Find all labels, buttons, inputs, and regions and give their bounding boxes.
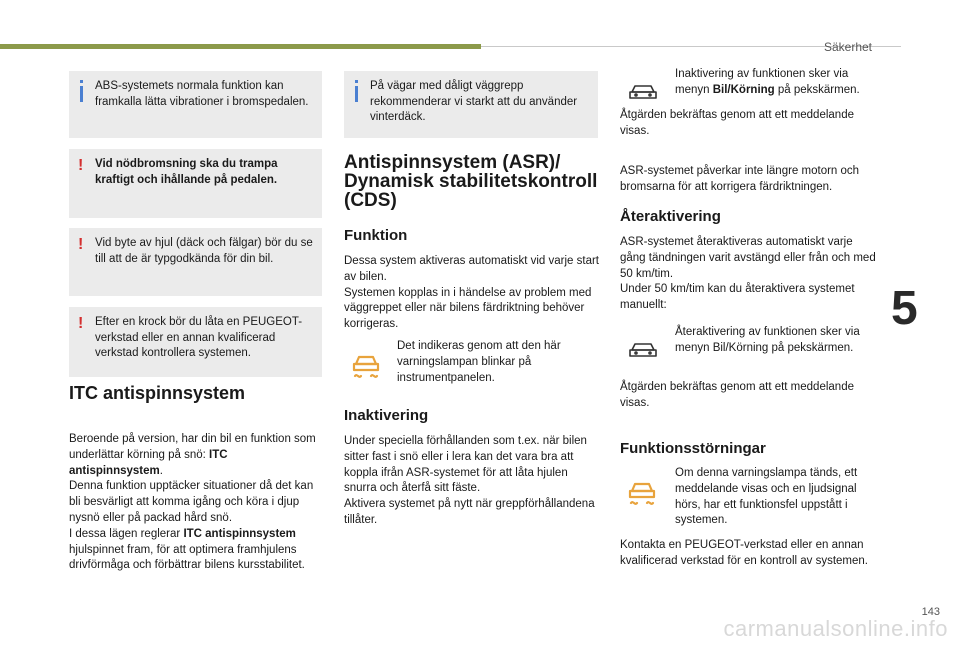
asr-off-text: ASR-systemet påverkar inte längre motorn och bromsarna för att korrigera färdriktningen. (620, 165, 860, 193)
warning-text: Vid nödbromsning ska du trampa kraftigt och ihållande på pedalen. (95, 158, 278, 186)
itc-paragraph-1: Beroende på version, har din bil en funktion som underlättar körning på snö: ITC antispinnsystem. (69, 433, 316, 477)
header-accent-bar (0, 44, 481, 49)
itc-paragraph-3: I dessa lägen reglerar ITC antispinnsystem hjulspinnet fram, för att optimera framhjulens drivförmåga och förbättrar bilens kursstabilitet. (69, 527, 305, 572)
info-box-winter-tyres (344, 71, 598, 138)
car-menu-icon (628, 82, 658, 102)
contact-text: Kontakta en PEUGEOT-verkstad eller en annan kvalificerad verkstad för en kontroll av systemen. (620, 539, 868, 567)
info-box-abs (69, 71, 322, 138)
funktion-paragraph-2: Systemen kopplas in i händelse av problem med väggreppet eller när bilens färdriktning behöver korrigeras. (344, 286, 592, 331)
warning-icon: ! (78, 236, 84, 253)
itc-body (69, 432, 322, 574)
indicator-text: Det indikeras genom att den här varningslampan blinkar på instrumentpanelen. (397, 340, 561, 384)
car-menu-icon (628, 340, 658, 360)
chapter-number: 5 (891, 282, 918, 335)
inaktivering-body (344, 434, 599, 529)
info-icon (355, 80, 358, 102)
inaktivering-paragraph-2: Aktivera systemet på nytt när greppförhållandena tillåter. (344, 498, 595, 526)
stability-warning-lamp-icon (349, 350, 383, 382)
warning-icon: ! (78, 315, 84, 332)
ateraktivering-heading: Återaktivering (620, 208, 721, 225)
asr-cds-heading: Antispinnsystem (ASR)/ Dynamisk stabilitetskontroll (CDS) (344, 152, 598, 211)
confirmation-text-1: Åtgärden bekräftas genom att ett meddelande visas. (620, 109, 854, 137)
funktion-body (344, 254, 599, 333)
reactivation-body (620, 235, 880, 314)
funktion-paragraph-1: Dessa system aktiveras automatiskt vid varje start av bilen. (344, 255, 599, 283)
deactivation-menu-text: Inaktivering av funktionen sker via menyn Bil/Körning på pekskärmen. (675, 68, 860, 96)
fault-heading: Funktionsstörningar (620, 440, 766, 457)
confirmation-text-2: Åtgärden bekräftas genom att ett meddelande visas. (620, 381, 854, 409)
watermark: carmanualsonline.info (723, 616, 948, 641)
warning-text: Efter en krock bör du låta en PEUGEOT-verkstad eller en annan kvalificerad verkstad kontrollera systemen. (95, 316, 303, 359)
warning-icon: ! (78, 157, 84, 174)
fault-text: Om denna varningslampa tänds, ett meddelande visas och en ljudsignal hörs, har ett funktionsfel uppstått i systemen. (675, 467, 858, 527)
page-number: 143 (921, 606, 940, 618)
warning-box-emergency-braking (69, 149, 322, 218)
itc-heading: ITC antispinnsystem (69, 383, 246, 403)
info-icon (80, 80, 83, 102)
funktion-heading: Funktion (344, 227, 408, 244)
inaktivering-paragraph-1: Under speciella förhållanden som t.ex. när bilen sitter fast i snö eller i lera kan det vara bra att koppla ifrån ASR-systemet för att låta hjulen snurra och återfå sitt fäste. (344, 435, 587, 495)
warning-box-collision (69, 307, 322, 377)
warning-text: Vid byte av hjul (däck och fälgar) bör du se till att de är typgodkända för din bil. (95, 237, 313, 265)
stability-warning-lamp-icon (625, 477, 659, 509)
inaktivering-heading: Inaktivering (344, 407, 429, 424)
reactivation-paragraph-2: Under 50 km/tim kan du återaktivera systemet manuellt: (620, 283, 855, 312)
info-text: På vägar med dåligt väggrepp rekommenderar vi starkt att du använder vinterdäck. (370, 80, 578, 123)
warning-box-wheel-change (69, 228, 322, 296)
reactivation-menu-text: Återaktivering av funktionen sker via menyn Bil/Körning på pekskärmen. (675, 326, 860, 354)
itc-paragraph-2: Denna funktion upptäcker situationer då det kan bli besvärligt att komma igång och köra i djup nysnö eller på packad hård snö. (69, 480, 314, 524)
section-title: Säkerhet (823, 40, 872, 54)
reactivation-paragraph-1: ASR-systemet återaktiveras automatiskt varje gång tändningen varit avstängd eller från och med 50 km/tim. (620, 236, 876, 280)
info-text: ABS-systemets normala funktion kan framkalla lätta vibrationer i bromspedalen. (95, 80, 309, 108)
